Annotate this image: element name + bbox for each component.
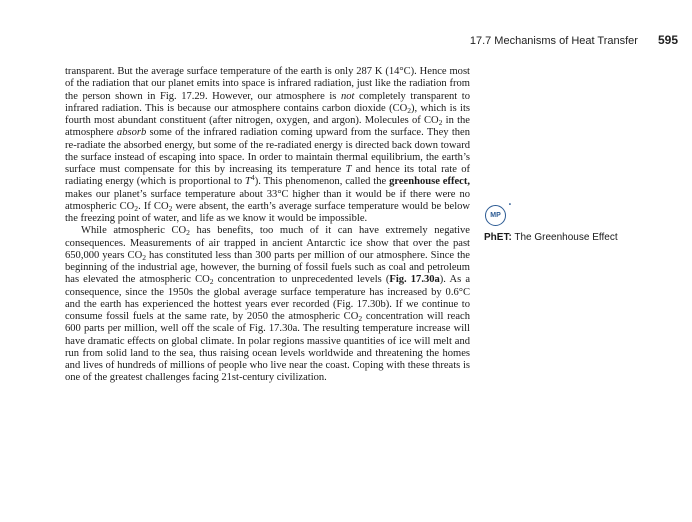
page-header — [470, 33, 678, 47]
text-run: 2 — [407, 105, 412, 115]
text-run: 2 — [142, 252, 146, 262]
mp-icon-mark: • — [508, 202, 511, 208]
paragraph — [65, 66, 470, 225]
text-run: greenhouse effect, — [389, 176, 470, 188]
text-run: and hence its total rate of radiating energy (which is proportional to — [65, 164, 470, 188]
text-run: transparent. But the average surface temperature of the earth is only 287 K (14°C). Hence most of the radiation that our planet emits into space is infrared radiation, just like the radiation from the person shown in Fig. 17.29. However, our atmosphere is — [65, 66, 470, 102]
text-run: 2 — [186, 228, 190, 238]
text-run: makes our planet’s surface temperature about 33°C higher than it would be if there were no atmospheric CO — [65, 188, 470, 212]
text-run: concentration will reach 600 parts per million, well off the scale of Fig. 17.30a. The resulting temperature increase will have dramatic effects on global climate. In polar regions massive quantities of ice will melt and run from solid land to the sea, thus raising ocean levels worldwide and threatening the homes and lives of hundreds of millions of people who live near the coast. Coping with these threats is one of the greatest challenges facing 21st-century civilization. — [65, 311, 470, 384]
text-run: ), which is its fourth most abundant constituent (after nitrogen, oxygen, and argon). Molecules of CO — [65, 102, 470, 126]
text-run: 2 — [168, 203, 173, 213]
phet-title: The Greenhouse Effect — [511, 232, 618, 243]
text-run: T — [345, 164, 352, 175]
text-run: While atmospheric CO — [81, 225, 187, 237]
text-run: 2 — [358, 313, 363, 323]
text-run: . If CO — [138, 200, 169, 212]
section-title: 17.7 Mechanisms of Heat Transfer — [469, 35, 638, 47]
paragraph — [65, 225, 470, 384]
text-run: some of the infrared radiation coming upward from the surface. They then re-radiate the absorbed energy, but some of the re-radiated energy is directed back down toward the surface instead of escaping into space. In order to maintain thermal equilibrium, the earth’s surface must compensate for this by increasing its temperature — [65, 127, 470, 175]
text-run: concentration to unprecedented levels ( — [213, 274, 390, 286]
page-number: 595 — [657, 33, 678, 47]
text-run: ). As a consequence, since the 1950s the global average surface temperature has increased by 0.6°C and the earth has experienced the hottest years ever recorded (Fig. 17.30b). If we continue to consume fossil fuels at the same rate, by 2050 the atmospheric CO — [65, 274, 471, 322]
text-run: not — [340, 90, 355, 102]
text-run: T — [245, 176, 251, 188]
text-run: 4 — [250, 173, 255, 183]
mastering-physics-icon — [485, 202, 511, 226]
text-run: 2 — [209, 277, 214, 287]
phet-label: PhET: — [484, 232, 512, 243]
margin-resource — [484, 202, 618, 243]
text-run: completely transparent to infrared radiation. This is because our atmosphere contains carbon dioxide (CO — [65, 90, 470, 114]
phet-link[interactable] — [484, 232, 618, 243]
text-run: in the atmosphere — [65, 115, 470, 139]
text-run: absorb — [116, 127, 147, 139]
text-run: has benefits, too much of it can have extremely negative consequences. Measurements of air trapped in ancient Antarctic ice show that over the past 650,000 years CO — [65, 225, 470, 261]
text-run: Fig. 17.30a — [389, 274, 440, 286]
text-run: has constituted less than 300 parts per million of our atmosphere. Since the beginning of the industrial age, however, the burning of fossil fuels such as coal and petroleum has elevated the atmospheric CO — [65, 249, 470, 286]
text-run: 2 — [438, 117, 443, 127]
text-run: were absent, the earth’s average surface temperature would be below the freezing point of water, and life as we know it would be impossible. — [65, 200, 471, 224]
body-text — [65, 66, 470, 385]
text-run: 2 — [134, 203, 139, 213]
text-run: ). This phenomenon, called the — [254, 176, 390, 188]
mp-icon-label: MP — [490, 212, 501, 219]
